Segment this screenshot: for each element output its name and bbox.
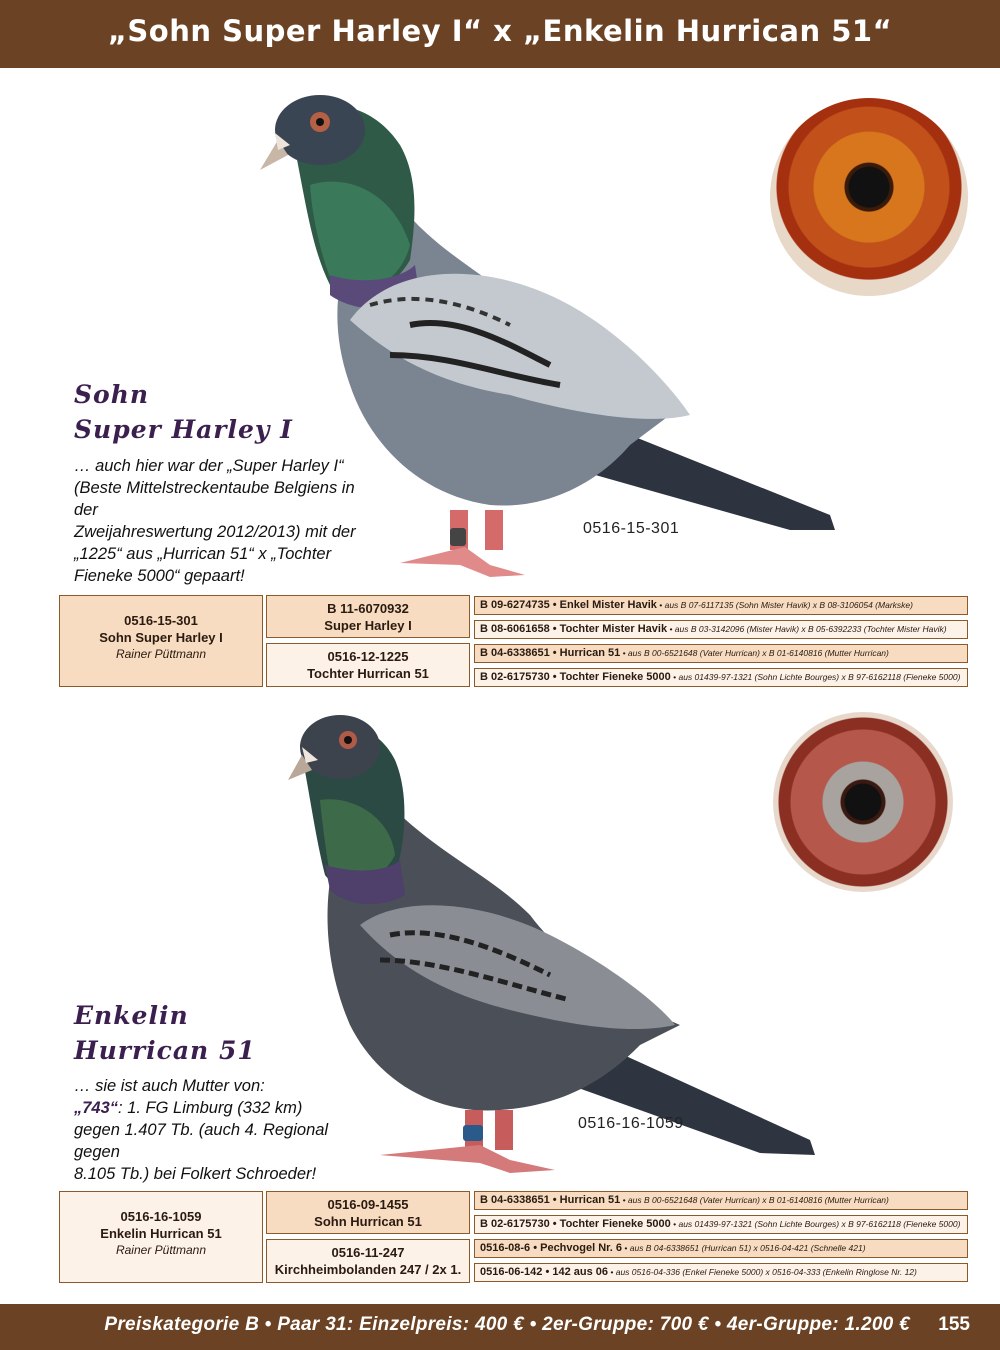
bird2-dam-name: Kirchheimbolanden 247 / 2x 1. [274, 1262, 462, 1277]
eye-photo-1 [770, 98, 968, 296]
bird2-grandparent: B 02-6175730 • Tochter Fieneke 5000 • aus 01439-97-1321 (Sohn Lichte Bourges) x B 97-6162118 (Fieneke 5000) [474, 1215, 968, 1234]
header-bar [0, 0, 1000, 68]
bird2-pedigree-sire [266, 1191, 470, 1234]
bird2-grandparent: 0516-06-142 • 142 aus 06 • aus 0516-04-336 (Enkel Fieneke 5000) x 0516-04-333 (Enkelin Ringlose Nr. 12) [474, 1263, 968, 1282]
bird2-sire-name: Sohn Hurrican 51 [314, 1214, 422, 1229]
bird2-desc-line: gegen 1.407 Tb. (auch 4. Regional gegen [74, 1121, 329, 1161]
bird1-description [74, 455, 374, 587]
bird1-name-line2: Super Harley I [74, 415, 293, 444]
bird1-grandparent: B 09-6274735 • Enkel Mister Havik • aus B 07-6117135 (Sohn Mister Havik) x B 08-3106054 (Markske) [474, 596, 968, 615]
bird2-description [74, 1075, 364, 1185]
bird1-desc-line: Fieneke 5000“ gepaart! [74, 567, 245, 585]
bird2-sire-ring: 0516-09-1455 [327, 1197, 409, 1212]
bird1-desc-line: Zweijahreswertung 2012/2013) mit der [74, 523, 356, 541]
bird2-pedigree-main [59, 1191, 263, 1283]
footer-bar [0, 1304, 1000, 1350]
bird2-pedigree-dam [266, 1239, 470, 1283]
bird1-grandparent: B 08-6061658 • Tochter Mister Havik • aus B 03-3142096 (Mister Havik) x B 05-6392233 (Tochter Mister Havik) [474, 620, 968, 639]
bird1-sire-ring: B 11-6070932 [327, 601, 409, 616]
bird2-main-ring: 0516-16-1059 [120, 1209, 202, 1224]
bird2-ring-label: 0516-16-1059 [578, 1115, 684, 1132]
bird1-main-breeder: Rainer Püttmann [115, 647, 207, 661]
eye-photo-2 [773, 712, 953, 892]
bird1-dam-ring: 0516-12-1225 [327, 649, 409, 664]
bird1-ring-label: 0516-15-301 [583, 520, 680, 537]
bird2-grandparent: B 04-6338651 • Hurrican 51 • aus B 00-6521648 (Vater Hurrican) x B 01-6140816 (Mutter Hurrican) [474, 1191, 968, 1210]
bird2-desc-offspring: „743“ [74, 1099, 119, 1117]
bird1-grandparent: B 02-6175730 • Tochter Fieneke 5000 • aus 01439-97-1321 (Sohn Lichte Bourges) x B 97-6162118 (Fieneke 5000) [474, 668, 968, 687]
bird1-main-ring: 0516-15-301 [124, 613, 198, 628]
bird1-pedigree-main [59, 595, 263, 687]
bird2-main-breeder: Rainer Püttmann [115, 1243, 207, 1257]
bird1-desc-line: … auch hier war der „Super Harley I“ [74, 457, 344, 475]
bird2-name-line2: Hurrican 51 [74, 1036, 256, 1065]
bird1-pedigree-sire [266, 595, 470, 638]
bird1-pedigree-dam [266, 643, 470, 687]
bird2-dam-ring: 0516-11-247 [331, 1245, 405, 1260]
page-number: 155 [938, 1314, 970, 1335]
bird2-main-name: Enkelin Hurrican 51 [100, 1226, 222, 1241]
bird1-main-name: Sohn Super Harley I [99, 630, 223, 645]
bird1-grandparent: B 04-6338651 • Hurrican 51 • aus B 00-6521648 (Vater Hurrican) x B 01-6140816 (Mutter Hurrican) [474, 644, 968, 663]
bird2-grandparent: 0516-08-6 • Pechvogel Nr. 6 • aus B 04-6338651 (Hurrican 51) x 0516-04-421 (Schnelle 421) [474, 1239, 968, 1258]
price-info: Preiskategorie B • Paar 31: Einzelpreis: 400 € • 2er-Gruppe: 700 € • 4er-Gruppe: 1.200 € [104, 1314, 910, 1335]
bird1-desc-line: (Beste Mittelstreckentaube Belgiens in der [74, 479, 355, 519]
bird2-desc-line: 8.105 Tb.) bei Folkert Schroeder! [74, 1165, 317, 1183]
bird1-desc-line: „1225“ aus „Hurrican 51“ x „Tochter [74, 545, 332, 563]
bird2-desc-line [74, 1097, 364, 1119]
bird2-name-line1: Enkelin [74, 1001, 189, 1030]
bird1-sire-name: Super Harley I [324, 618, 412, 633]
page-title: „Sohn Super Harley I“ x „Enkelin Hurrican 51“ [107, 14, 893, 48]
bird2-desc-line: … sie ist auch Mutter von: [74, 1077, 265, 1095]
bird1-name-line1: Sohn [74, 380, 150, 409]
bird2-desc-result: : 1. FG Limburg (332 km) [118, 1099, 303, 1117]
bird1-dam-name: Tochter Hurrican 51 [307, 666, 429, 681]
